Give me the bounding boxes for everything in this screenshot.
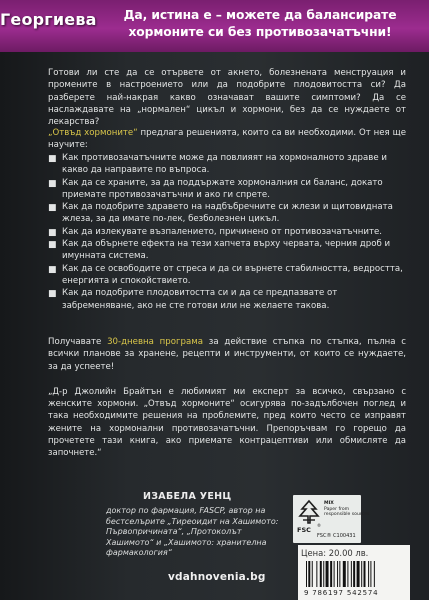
fsc-code: FSC® C100431 bbox=[317, 533, 356, 539]
lead-text: предлага решенията, които са ви необходими. От нея ще научите: bbox=[48, 128, 406, 151]
barcode-bar bbox=[374, 561, 375, 587]
seller-watermark: Георгиева bbox=[0, 10, 97, 29]
barcode-bar bbox=[347, 561, 348, 587]
barcode-bar bbox=[351, 561, 352, 587]
endorser-name: ИЗАБЕЛА УЕНЦ bbox=[143, 491, 232, 502]
registered-mark: ® bbox=[317, 523, 321, 528]
barcode-bar bbox=[334, 561, 335, 587]
banner-line-2: хормоните си без противозачатъчни! bbox=[128, 25, 392, 39]
bullet-icon: ■ bbox=[48, 240, 57, 251]
barcode-bar bbox=[353, 561, 355, 587]
list-item: ■ Как да се освободите от стреса и да си върнете стабилността, ведростта, енергията и спокойствието. bbox=[48, 263, 403, 286]
barcode-bar bbox=[308, 561, 310, 587]
barcode-bar bbox=[306, 561, 307, 587]
fsc-tree-icon bbox=[297, 499, 321, 525]
fsc-text: FSC bbox=[297, 526, 311, 534]
barcode-digits: 9 786197 542574 bbox=[304, 589, 379, 597]
price-label: Цена: 20.00 лв. bbox=[301, 548, 369, 558]
barcode-bar bbox=[368, 561, 369, 587]
bullet-icon: ■ bbox=[48, 154, 57, 164]
list-item: ■ Как противозачатъчните може да повлияят на хормоналното здраве и какво да направите по въпроса. bbox=[48, 153, 387, 176]
banner-line-1: Да, истина е – можете да балансирате bbox=[123, 8, 397, 22]
publisher-website: vdahnovenia.bg bbox=[168, 571, 266, 583]
bullet-icon: ■ bbox=[48, 178, 57, 189]
barcode-bar bbox=[320, 561, 322, 587]
barcode-bar bbox=[364, 561, 366, 587]
barcode-bar bbox=[357, 561, 360, 587]
bullet-icon: ■ bbox=[48, 227, 57, 238]
barcode-bar bbox=[316, 561, 317, 587]
barcode-bar bbox=[312, 561, 313, 587]
benefits-list bbox=[48, 152, 406, 312]
barcode-bar bbox=[337, 561, 338, 587]
price-sticker bbox=[298, 545, 410, 600]
endorser-bio: доктор по фармация, FASCP, автор на бестселърите „Тиреоидит на Хашимото: Първопричината“, „Протоколът Хашимото“ и „Хашимото: хранителна фармакология“ bbox=[106, 506, 279, 558]
fsc-mix: MIX bbox=[324, 501, 334, 506]
fsc-paper-line-2: responsible sources bbox=[324, 512, 370, 517]
barcode-bar bbox=[330, 561, 332, 587]
barcode-bars bbox=[304, 561, 404, 587]
bullet-icon: ■ bbox=[48, 289, 57, 300]
barcode-bar bbox=[339, 561, 340, 587]
endorsement-quote: „Д-р Джолийн Брайтън е любимият ми експерт за всичко, свързано с женските хормони. „Отвъд хормоните“ осигурява по-задълбочен поглед и така необходимите решения на проблемите, пред които често се изправят жените на хормонални противозачатъчни. Препоръчвам го горещо да прочетете тази книга, ако приемате контрацептиви или обмисляте да започнете.“ bbox=[48, 387, 406, 459]
barcode bbox=[304, 561, 404, 597]
list-item: ■ Как да подобрите плодовитостта си и да се предпазвате от забременяване, ако не сте готови или не желаете такова. bbox=[48, 288, 338, 311]
list-item: ■ Как да обърнете ефекта на тези хапчета върху червата, черния дроб и имунната система. bbox=[48, 239, 391, 262]
program-highlight: 30-дневна програма bbox=[107, 337, 204, 347]
barcode-bar bbox=[370, 561, 371, 587]
list-item: ■ Как да излекувате възпалението, причинено от противозачатъчните. bbox=[48, 226, 383, 238]
lead-paragraph bbox=[48, 127, 406, 152]
barcode-bar bbox=[361, 561, 362, 587]
bullet-icon: ■ bbox=[48, 264, 57, 275]
fsc-label bbox=[293, 495, 370, 543]
barcode-bar bbox=[326, 561, 329, 587]
barcode-bar bbox=[323, 561, 324, 587]
fsc-paper-line-1: Paper from bbox=[324, 507, 350, 512]
list-item: ■ Как да подобрите здравето на надбъбречните си жлези и щитовидната жлеза, за да имате по-лек, безболезнен цикъл. bbox=[48, 202, 393, 225]
program-paragraph: Получавате 30-дневна програма за действие стъпка по стъпка, пълна с всички планове за хранене, рецепти и инструменти, от които се нуждаете, за да успеете! bbox=[48, 337, 407, 372]
intro-paragraph: Готови ли сте да се отървете от акнето, болезнената менструация и промените в настроението или да подобрите плодовитостта си? Да разберете най-накрая какво означават вашите симптоми? Да се наслаждавате на „нормален“ цикъл и хормони, без да се нуждаете от лекарства? bbox=[48, 68, 406, 128]
bullet-icon: ■ bbox=[48, 203, 57, 214]
barcode-bar bbox=[343, 561, 346, 587]
book-title-highlight: „Отвъд хормоните“ bbox=[48, 128, 138, 138]
list-item: ■ Как да се храните, за да поддържате хормоналния си баланс, докато приемате противозачатъчни и ако ги спрете. bbox=[48, 177, 383, 200]
